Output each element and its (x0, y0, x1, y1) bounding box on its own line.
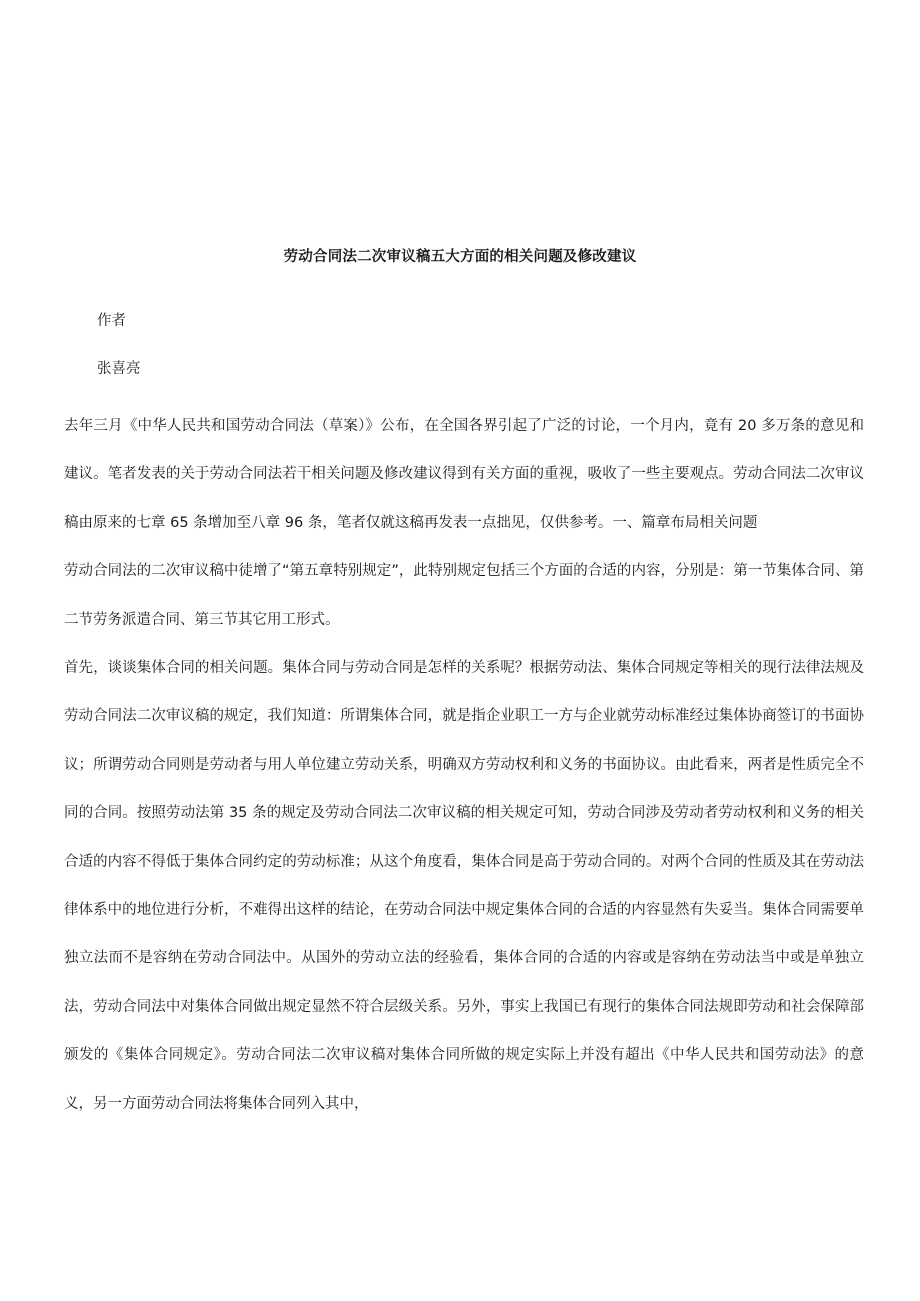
author-name: 张喜亮 (97, 361, 141, 377)
body-paragraph: 劳动合同法的二次审议稿中徒增了“第五章特别规定”，此特别规定包括三个方面的合适的内容，分别是：第一节集体合同、第二节劳务派遣合同、第三节其它用工形式。 (64, 563, 864, 628)
author-label: 作者 (97, 313, 126, 329)
body-paragraph: 去年三月《中华人民共和国劳动合同法（草案）》公布，在全国各界引起了广泛的讨论，一个月内，竟有 20 多万条的意见和建议。笔者发表的关于劳动合同法若干相关问题及修改建议得到有关方面的重视，吸收了一些主要观点。劳动合同法二次审议稿由原来的七章 65 条增加至八章 96 条，笔者仅就这稿再发表一点拙见，仅供参考。一、篇章布局相关问题 (64, 418, 864, 531)
document-body (64, 402, 864, 1128)
document-title: 劳动合同法二次审议稿五大方面的相关问题及修改建议 (283, 249, 637, 265)
body-paragraph: 首先，谈谈集体合同的相关问题。集体合同与劳动合同是怎样的关系呢？根据劳动法、集体合同规定等相关的现行法律法规及劳动合同法二次审议稿的规定，我们知道：所谓集体合同，就是指企业职工一方与企业就劳动标准经过集体协商签订的书面协议；所谓劳动合同则是劳动者与用人单位建立劳动关系，明确双方劳动权利和义务的书面协议。由此看来，两者是性质完全不同的合同。按照劳动法第 35 条的规定及劳动合同法二次审议稿的相关规定可知，劳动合同涉及劳动者劳动权利和义务的相关合适的内容不得低于集体合同约定的劳动标准；从这个角度看，集体合同是高于劳动合同的。对两个合同的性质及其在劳动法律体系中的地位进行分析，不难得出这样的结论，在劳动合同法中规定集体合同的合适的内容显然有失妥当。集体合同需要单独立法而不是容纳在劳动合同法中。从国外的劳动立法的经验看，集体合同的合适的内容或是容纳在劳动法当中或是单独立法，劳动合同法中对集体合同做出规定显然不符合层级关系。另外，事实上我国已有现行的集体合同法规即劳动和社会保障部颁发的《集体合同规定》。劳动合同法二次审议稿对集体合同所做的规定实际上并没有超出《中华人民共和国劳动法》的意义，另一方面劳动合同法将集体合同列入其中， (64, 660, 864, 1112)
